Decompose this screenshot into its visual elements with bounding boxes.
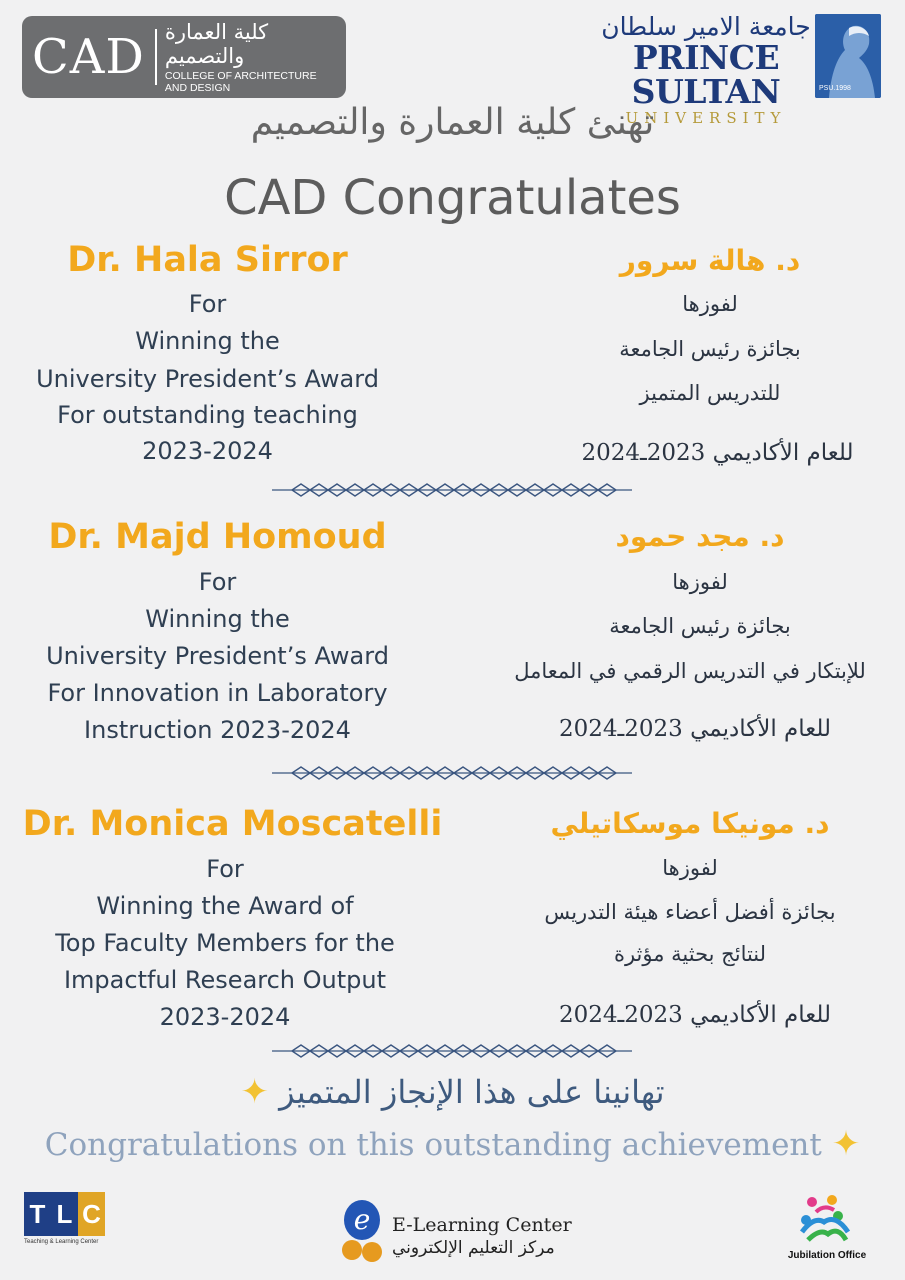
award-2-name-en: Dr. Majd Homoud bbox=[48, 517, 387, 557]
award-3-line-ar: لفوزها bbox=[662, 856, 718, 880]
elearning-title: E-Learning Center bbox=[392, 1214, 572, 1236]
psu-name-en-2: UNIVERSITY bbox=[625, 109, 787, 127]
jubilation-label: Jubilation Office bbox=[787, 1250, 867, 1261]
tlc-caption: Teaching & Learning Center bbox=[24, 1239, 99, 1245]
psu-emblem-icon bbox=[815, 14, 881, 98]
award-2-year-ar: للعام الأكاديمي 2023ـ2024 bbox=[558, 716, 831, 742]
psu-emblem-tag: PSU.1998 bbox=[819, 85, 851, 92]
cad-logo-mark: CAD bbox=[32, 29, 157, 85]
tlc-logo bbox=[24, 1192, 106, 1264]
award-3-year-ar: للعام الأكاديمي 2023ـ2024 bbox=[558, 1002, 831, 1028]
divider-ornament bbox=[272, 1043, 632, 1059]
svg-text:e: e bbox=[353, 1203, 371, 1236]
award-1-name-ar: د. هالة سرور bbox=[619, 244, 801, 277]
tlc-letter: T bbox=[24, 1192, 51, 1236]
elearning-logo bbox=[340, 1194, 580, 1266]
award-1-name-en: Dr. Hala Sirror bbox=[67, 240, 348, 280]
award-3-line-ar: بجائزة أفضل أعضاء هيئة التدريس bbox=[544, 900, 836, 924]
award-1-line-en: For bbox=[188, 290, 227, 318]
cad-logo-name-en: COLLEGE OF ARCHITECTURE AND DESIGN bbox=[164, 70, 317, 94]
award-3-line-ar: لنتائج بحثية مؤثرة bbox=[613, 942, 767, 966]
award-2-name-ar: د. مجد حمود bbox=[615, 520, 785, 553]
closing-ar-text: تهانينا على هذا الإنجاز المتميز bbox=[279, 1073, 665, 1111]
sparkle-icon: ✦ bbox=[240, 1072, 269, 1112]
award-3-line-en: Impactful Research Output bbox=[63, 966, 387, 994]
sparkle-icon: ✦ bbox=[831, 1124, 861, 1164]
tlc-letter: C bbox=[78, 1192, 105, 1236]
title-ar: تهنئ كلية العمارة والتصميم bbox=[250, 102, 655, 143]
jubilation-logo bbox=[772, 1190, 882, 1270]
award-2-line-en: For bbox=[198, 568, 237, 596]
elearning-icon bbox=[340, 1198, 390, 1264]
cad-logo bbox=[22, 16, 346, 98]
cad-logo-name-ar: كلية العمارة والتصميم bbox=[164, 20, 269, 68]
award-2-line-en: For Innovation in Laboratory bbox=[47, 679, 388, 707]
award-1-line-en: Winning the bbox=[135, 327, 280, 355]
divider-ornament bbox=[272, 482, 632, 498]
award-3-line-en: For bbox=[206, 855, 244, 883]
award-1-line-ar: للتدريس المتميز bbox=[639, 381, 781, 405]
award-1-line-en: For outstanding teaching bbox=[57, 401, 358, 429]
psu-name-en-1: PRINCE SULTAN bbox=[631, 38, 781, 111]
award-2-line-en: Instruction 2023-2024 bbox=[84, 716, 351, 744]
jubilation-icon bbox=[794, 1192, 858, 1248]
award-2-line-en: University President’s Award bbox=[46, 642, 389, 670]
award-1-line-ar: بجائزة رئيس الجامعة bbox=[619, 337, 801, 361]
tlc-letter: L bbox=[51, 1192, 78, 1236]
closing-en-text: Congratulations on this outstanding achievement bbox=[44, 1127, 822, 1163]
award-3-name-en: Dr. Monica Moscatelli bbox=[22, 804, 443, 844]
elearning-title-ar: مركز التعليم الإلكتروني bbox=[392, 1238, 555, 1258]
divider-ornament bbox=[272, 765, 632, 781]
closing-ar bbox=[0, 1072, 905, 1112]
award-1-line-en: 2023-2024 bbox=[142, 437, 273, 465]
title-en: CAD Congratulates bbox=[224, 170, 681, 226]
award-2-line-ar: بجائزة رئيس الجامعة bbox=[609, 614, 791, 638]
award-3-line-en: Top Faculty Members for the bbox=[55, 929, 395, 957]
award-3-line-en: 2023-2024 bbox=[159, 1003, 291, 1031]
award-3-line-en: Winning the Award of bbox=[96, 892, 354, 920]
award-2-line-ar: لفوزها bbox=[672, 570, 728, 594]
closing-en bbox=[0, 1124, 905, 1164]
award-1-year-ar: للعام الأكاديمي 2023ـ2024 bbox=[581, 440, 854, 466]
award-1-line-ar: لفوزها bbox=[682, 292, 738, 316]
award-1-line-en: University President’s Award bbox=[36, 365, 379, 393]
award-2-line-ar: للإبتكار في التدريس الرقمي في المعامل bbox=[514, 659, 866, 683]
psu-name-ar: جامعة الامير سلطان bbox=[601, 12, 811, 41]
award-2-line-en: Winning the bbox=[145, 605, 290, 633]
award-3-name-ar: د. مونيكا موسكاتيلي bbox=[550, 807, 830, 840]
